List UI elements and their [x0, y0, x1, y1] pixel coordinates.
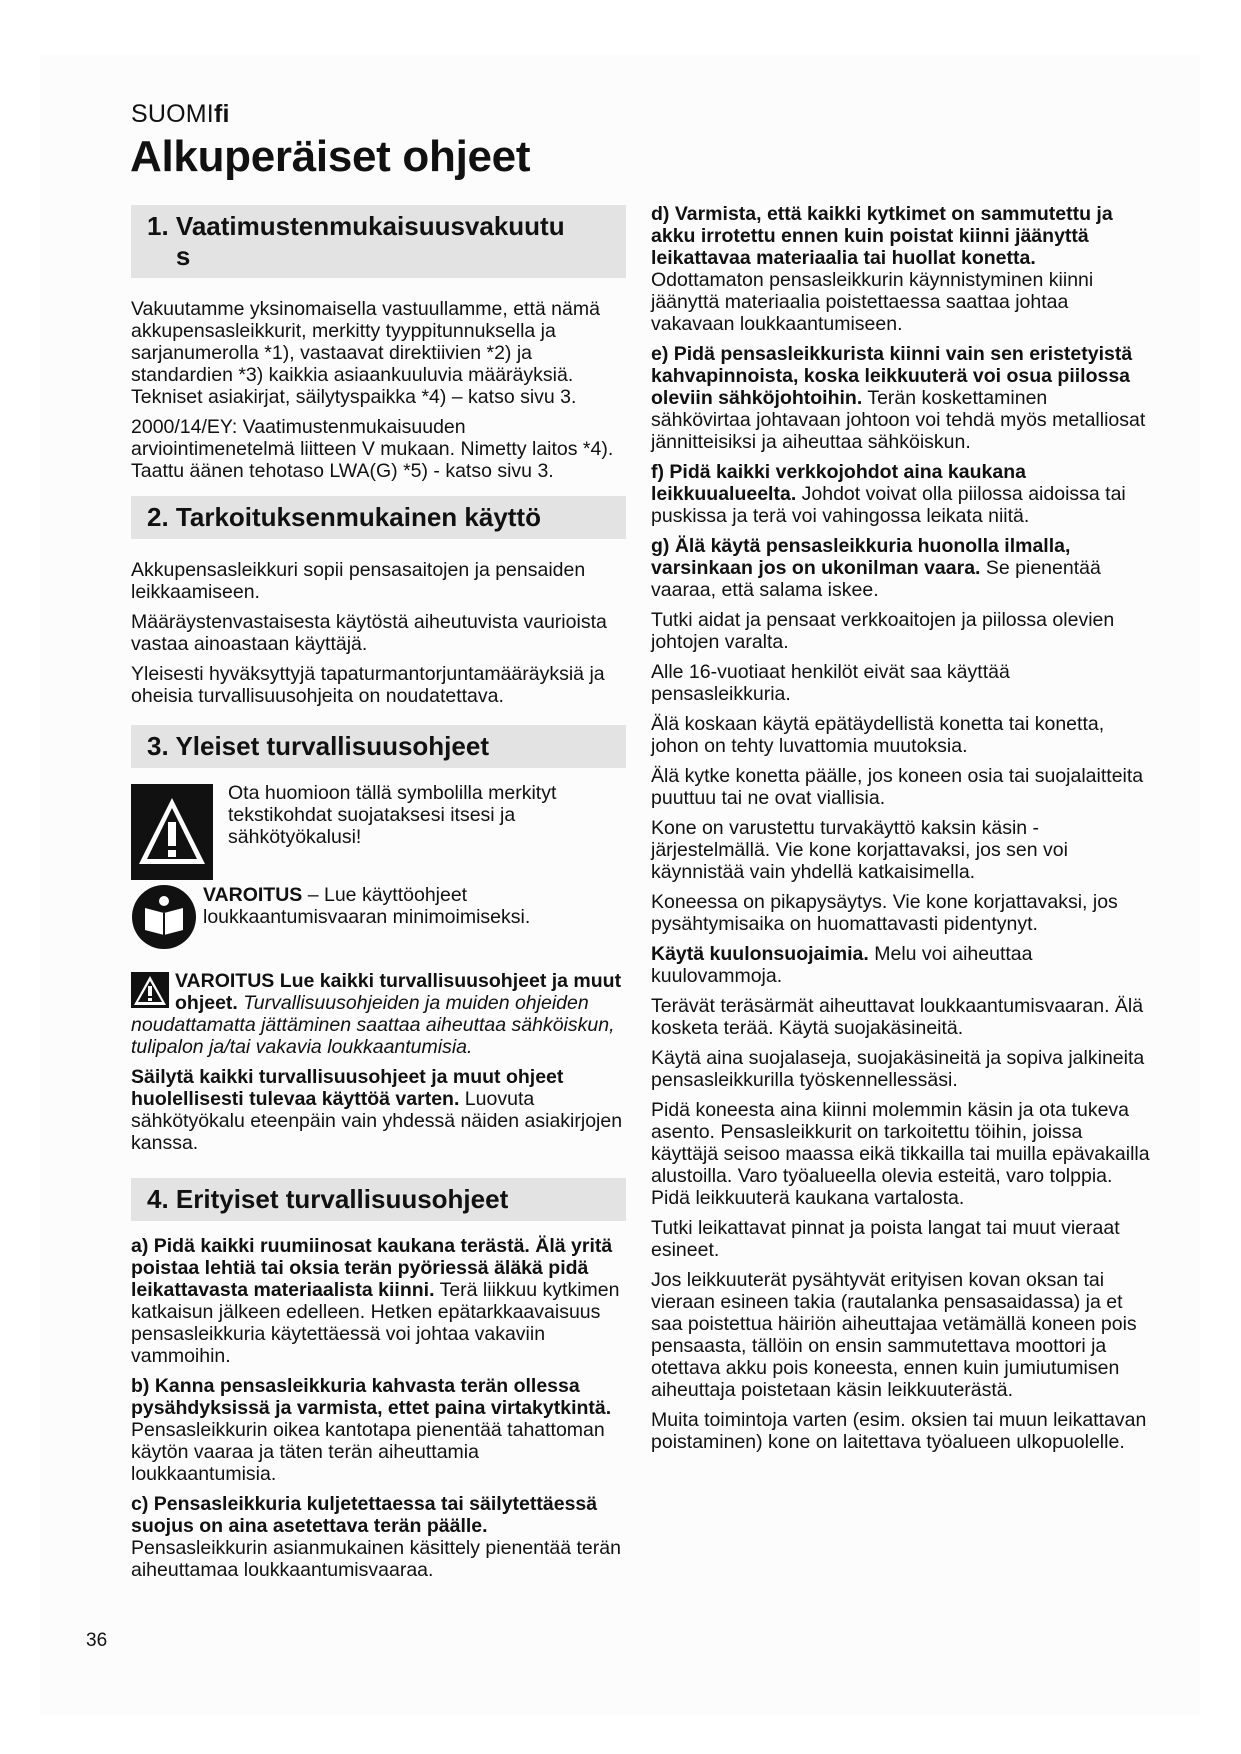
- paragraph: 2000/14/EY: Vaatimustenmukaisuuden arviointimenetelmä liitteen V mukaan. Nimetty laitos *4). Taattu äänen tehotaso LWA(G) *5) - katso sivu 3.: [131, 416, 614, 482]
- safety-item-e: e) Pidä pensasleikkurista kiinni vain sen eristetyistä kahvapinnoista, koska leikkuuterä voi osua piilossa oleviin sähköjohtoihin. Terän koskettaminen sähkövirtaa johtavaan johtoon voi tehdä myös metalliosat jännitteisiksi ja aiheuttaa sähköiskun.: [651, 343, 1146, 453]
- section-heading-2: 2. Tarkoituksenmukainen käyttö: [131, 496, 626, 539]
- paragraph: Tutki aidat ja pensaat verkkoaitojen ja piilossa olevien johtojen varalta.: [651, 609, 1115, 653]
- page-number: 36: [86, 1630, 108, 1651]
- page-title: Alkuperäiset ohjeet: [130, 132, 531, 181]
- section-heading-3: 3. Yleiset turvallisuusohjeet: [131, 725, 626, 768]
- paragraph: Pidä koneesta aina kiinni molemmin käsin ja ota tukeva asento. Pensasleikkurit on tarkoitettu töihin, joissa käyttäjä seisoo maassa eikä tikkailla tai muilla epävakailla alustoilla. Varo työalueella olevia esteitä, varo tolppia. Pidä leikkuuterä kaukana vartalosta.: [651, 1099, 1150, 1209]
- manual-notice-text: VAROITUS – Lue käyttöohjeet loukkaantumisvaaran minimoimiseksi.: [203, 884, 531, 928]
- paragraph: Muita toimintoja varten (esim. oksien tai muun leikattavan poistaminen) kone on laitettava työalueen ulkopuolelle.: [651, 1409, 1147, 1453]
- safety-item-f: f) Pidä kaikki verkkojohdot aina kaukana leikkuualueelta. Johdot voivat olla piilossa aidoissa tai puskissa ja terä voi vahingossa leikata niitä.: [651, 461, 1126, 527]
- hearing-protection: Käytä kuulonsuojaimia. Melu voi aiheuttaa kuulovammoja.: [651, 943, 1033, 987]
- warning-triangle-icon: [131, 972, 169, 1008]
- paragraph: Terävät teräsärmät aiheuttavat loukkaantumisvaaran. Älä kosketa terää. Käytä suojakäsineitä.: [651, 995, 1144, 1039]
- paragraph: Jos leikkuuterät pysähtyvät erityisen kovan oksan tai vieraan esineen takia (rautalanka pensasaidassa) ja et saa poistettua häiriön aiheuttajaa vetämällä koneen pois pensaasta, tällöin on ensin sammutettava moottori ja otettava akku pois koneesta, ennen kuin jumiutumisen aiheuttaja poistetaan käsin leikkuuterästä.: [651, 1269, 1137, 1401]
- section-1-title: Vaatimustenmukaisuusvakuutu s: [175, 211, 565, 271]
- safety-item-c: c) Pensasleikkuria kuljetettaessa tai säilytettäessä suojus on aina asetettava terän päälle. Pensasleikkurin asianmukainen käsittely pienentää terän aiheuttamaa loukkaantumisvaaraa.: [131, 1493, 621, 1581]
- paragraph: Yleisesti hyväksyttyjä tapaturmantorjuntamääräyksiä ja oheisia turvallisuusohjeita on noudatettava.: [131, 663, 605, 707]
- manual-notice: [131, 884, 626, 956]
- paragraph: Tutki leikattavat pinnat ja poista langat tai muut vieraat esineet.: [651, 1217, 1120, 1261]
- general-warning: VAROITUS Lue kaikki turvallisuusohjeet ja muut ohjeet. Turvallisuusohjeiden ja muiden ohjeiden noudattamatta jättäminen saattaa aiheuttaa sähköiskun, tulipalon ja/tai vakavia loukkaantumisia.: [131, 970, 622, 1058]
- language-label: SUOMIfi: [131, 100, 230, 128]
- paragraph: Kone on varustettu turvakäyttö kaksin käsin -järjestelmällä. Vie kone korjattavaksi, jos sen voi käynnistää vain yhdellä katkaisimella.: [651, 817, 1068, 883]
- paragraph: Akkupensasleikkuri sopii pensasaitojen ja pensaiden leikkaamiseen.: [131, 559, 586, 603]
- keep-instructions: Säilytä kaikki turvallisuusohjeet ja muut ohjeet huolellisesti tulevaa käyttöä varten. Luovuta sähkötyökalu eteenpäin vain yhdessä näiden asiakirjojen kanssa.: [131, 1066, 623, 1154]
- safety-item-b: b) Kanna pensasleikkuria kahvasta terän ollessa pysähdyksissä ja varmista, ettet paina virtakytkintä. Pensasleikkurin oikea kantotapa pienentää tahattoman käytön vaaraa ja täten terän aiheuttamia loukkaantumisia.: [131, 1375, 612, 1485]
- read-manual-icon: [131, 884, 197, 950]
- safety-item-a: a) Pidä kaikki ruumiinosat kaukana terästä. Älä yritä poistaa lehtiä tai oksia terän pyöriessä äläkä pidä leikattavasta materiaalista kiinni. Terä liikkuu kytkimen katkaisun jälkeen edelleen. Hetken epätarkkaavaisuus pensasleikkuria käytettäessä voi johtaa vakaviin vammoihin.: [131, 1235, 620, 1367]
- paragraph: Käytä aina suojalaseja, suojakäsineitä ja sopiva jalkineita pensasleikkurilla työskennellessäsi.: [651, 1047, 1145, 1091]
- left-column: [131, 205, 626, 1589]
- paragraph: Älä kytke konetta päälle, jos koneen osia tai suojalaitteita puuttuu tai ne ovat viallisia.: [651, 765, 1144, 809]
- section-heading-1: 1. Vaatimustenmukaisuusvakuutu s: [131, 205, 626, 278]
- right-column: [651, 203, 1151, 1461]
- paragraph: Koneessa on pikapysäytys. Vie kone korjattavaksi, jos pysähtymisaika on huomattavasti pidentynyt.: [651, 891, 1118, 935]
- paragraph: Vakuutamme yksinomaisella vastuullamme, että nämä akkupensasleikkurit, merkitty tyyppitunnuksella ja sarjanumerolla *1), vastaavat direktiivien *2) ja standardien *3) kaikkia asiaankuuluvia määräyksiä. Tekniset asiakirjat, säilytyspaikka *4) – katso sivu 3.: [131, 298, 600, 408]
- section-heading-4: 4. Erityiset turvallisuusohjeet: [131, 1178, 626, 1221]
- paragraph: Alle 16-vuotiaat henkilöt eivät saa käyttää pensasleikkuria.: [651, 661, 1010, 705]
- safety-item-d: d) Varmista, että kaikki kytkimet on sammutettu ja akku irrotettu ennen kuin poistat kiinni jäänyttä leikattavaa materiaalia tai huollat konetta. Odottamaton pensasleikkurin käynnistyminen kiinni jäänyttä materiaalia poistettaessa saattaa johtaa vakavaan loukkaantumiseen.: [651, 203, 1113, 335]
- symbol-notice: [131, 782, 626, 880]
- symbol-notice-text: Ota huomioon tällä symbolilla merkityt tekstikohdat suojataksesi itsesi ja sähkötyökalusi!: [228, 782, 557, 848]
- paragraph: Älä koskaan käytä epätäydellistä konetta tai konetta, johon on tehty luvattomia muutoksia.: [651, 713, 1105, 757]
- paragraph: Määräystenvastaisesta käytöstä aiheutuvista vaurioista vastaa ainoastaan käyttäjä.: [131, 611, 607, 655]
- warning-triangle-icon: [131, 784, 213, 880]
- safety-item-g: g) Älä käytä pensasleikkuria huonolla ilmalla, varsinkaan jos on ukonilman vaara. Se pienentää vaaraa, että salama iskee.: [651, 535, 1101, 601]
